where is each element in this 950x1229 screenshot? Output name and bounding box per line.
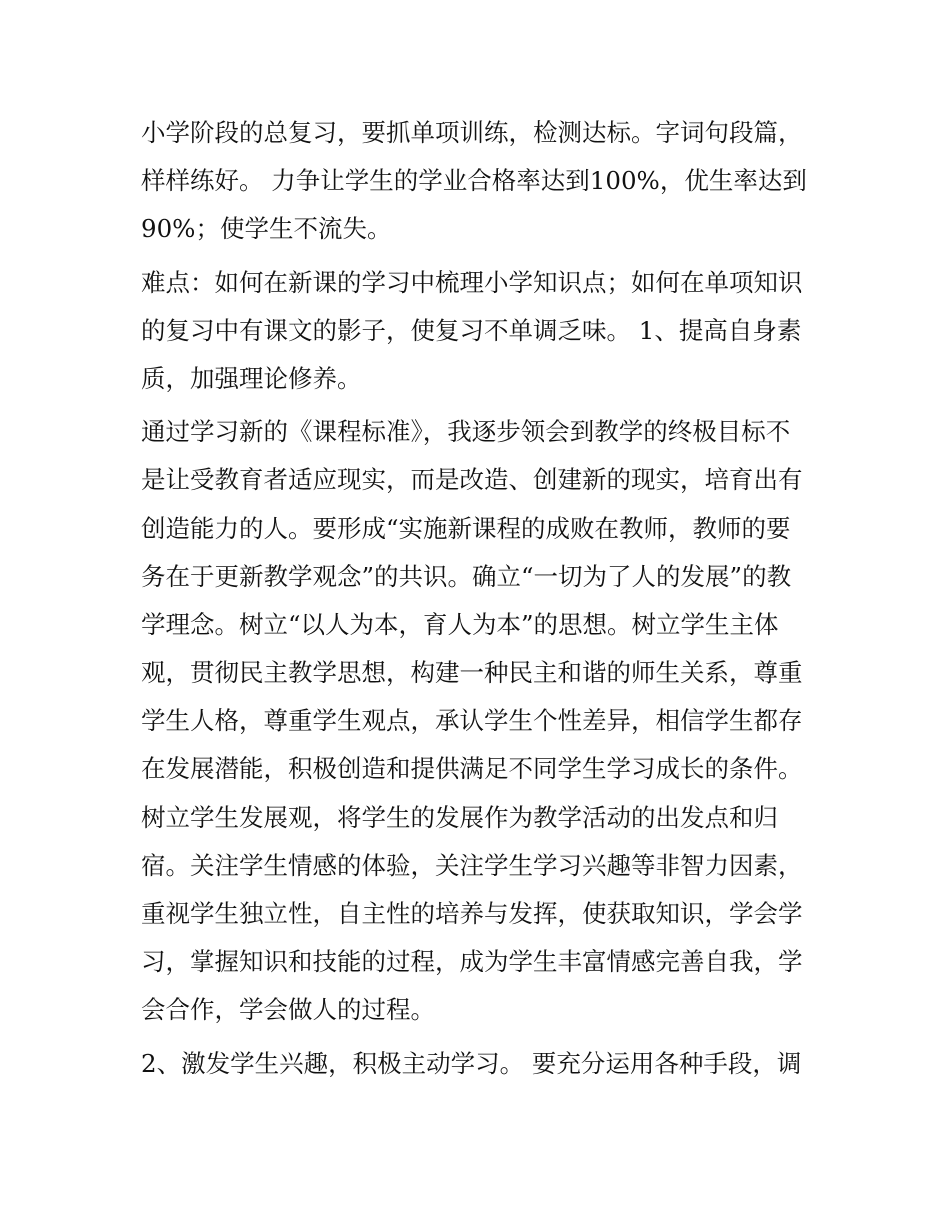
text-line: 会合作，学会做人的过程。 xyxy=(141,995,435,1025)
text-line: 宿。关注学生情感的体验，关注学生学习兴趣等非智力因素， xyxy=(141,850,803,880)
paragraph-review-goals xyxy=(141,109,821,254)
text-line: 样样练好。 力争让学生的学业合格率达到100%，优生率达到 xyxy=(141,166,807,196)
text-line: 质，加强理论修养。 xyxy=(141,363,362,393)
text-line: 习，掌握知识和技能的过程，成为学生丰富情感完善自我，学 xyxy=(141,947,803,977)
text-line: 2、激发学生兴趣，积极主动学习。 要充分运用各种手段，调 xyxy=(141,1048,802,1078)
text-line: 是让受教育者适应现实，而是改造、创建新的现实，培育出有 xyxy=(141,465,803,495)
text-line: 90%；使学生不流失。 xyxy=(141,214,392,244)
paragraph-curriculum-standards xyxy=(141,408,821,1034)
paragraph-difficulties xyxy=(141,259,821,404)
text-line: 难点：如何在新课的学习中梳理小学知识点；如何在单项知识 xyxy=(141,267,803,297)
text-line: 观，贯彻民主教学思想，构建一种民主和谐的师生关系，尊重 xyxy=(141,658,803,688)
text-line: 务在于更新教学观念”的共识。确立“一切为了人的发展”的教 xyxy=(141,561,792,591)
text-line: 通过学习新的《课程标准》，我逐步领会到教学的终极目标不 xyxy=(141,417,791,447)
paragraph-student-interest xyxy=(141,1040,821,1088)
text-line: 的复习中有课文的影子，使复习不单调乏味。 1、提高自身素 xyxy=(141,315,802,345)
document-body xyxy=(141,109,821,1093)
text-line: 小学阶段的总复习，要抓单项训练，检测达标。字词句段篇， xyxy=(141,118,803,147)
text-line: 在发展潜能，积极创造和提供满足不同学生学习成长的条件。 xyxy=(141,754,803,784)
text-line: 学生人格，尊重学生观点，承认学生个性差异，相信学生都存 xyxy=(141,706,803,736)
text-line: 创造能力的人。要形成“实施新课程的成败在教师，教师的要 xyxy=(141,513,791,543)
text-line: 学理念。树立“以人为本，育人为本”的思想。树立学生主体 xyxy=(141,609,779,639)
text-line: 重视学生独立性，自主性的培养与发挥，使获取知识，学会学 xyxy=(141,899,803,928)
text-line: 树立学生发展观，将学生的发展作为教学活动的出发点和归 xyxy=(141,802,778,832)
